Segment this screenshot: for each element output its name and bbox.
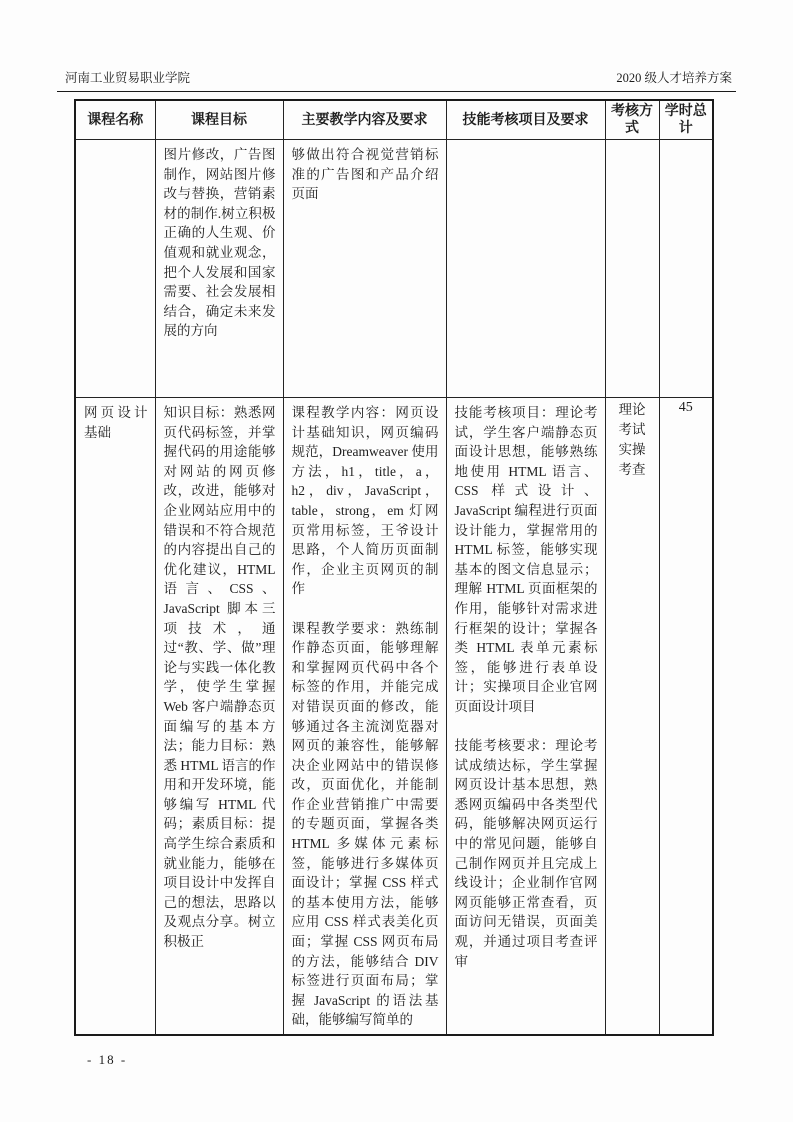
cell-skill-assessment-empty [446, 140, 605, 398]
cell-course-name: 网页设计基础 [75, 398, 155, 1036]
assessment-method-line: 理论 [618, 402, 646, 417]
column-header-course-name: 课程名称 [75, 100, 155, 140]
column-header-total-hours: 学时总计 [659, 100, 713, 140]
teaching-content-paragraph: 够做出符合视觉营销标准的广告图和产品介绍页面 [291, 147, 439, 202]
teaching-requirements-paragraph: 课程教学要求：熟练制作静态页面，能够理解和掌握网页代码中各个标签的作用，并能完成对错误页面的修改，能够通过各主流浏览器对网页的兼容性，能够解决企业网站中的错误修改，页面优化，并能制作企业营销推广中需要的专题页面，掌握各类 HTML 多媒体元素标签，能够进行多媒体页面设计；掌握 CSS 样式的基本使用方法，能够应用 CSS 样式表美化页面；掌握 CSS 网页布局的方法，能够结合 DIV 标签进行页面布局；掌握 JavaScript 的语法基础，能够编写简单的 [291, 620, 439, 1028]
table-header-row [75, 100, 713, 140]
assessment-method-line: 考试 [618, 422, 646, 437]
cell-course-objectives: 知识目标：熟悉网页代码标签，并掌握代码的用途能够对网站的网页修改，改进，能够对企业网站应用中的错误和不符合规范的内容提出自己的优化建议，HTML 语言、CSS、JavaScript 脚本三项技术，通过“教、学、做”理论与实践一体化教学，使学生掌握 Web 客户端静态页面编写的基本方法；能力目标：熟悉 HTML 语言的作用和开发环境，能够编写 HTML 代码；素质目标：提高学生综合素质和就业能力，能够在项目设计中发挥自己的想法，思路以及观点分享。树立积极正 [155, 398, 283, 1036]
cell-teaching-content [283, 140, 446, 398]
page-number: - 18 - [87, 1052, 128, 1067]
column-header-course-objectives: 课程目标 [155, 100, 283, 140]
cell-assessment-method-empty [605, 140, 659, 398]
assessment-method-line: 实操 [618, 442, 646, 457]
page-header [57, 68, 736, 91]
column-header-skill-assessment: 技能考核项目及要求 [446, 100, 605, 140]
cell-course-name-empty [75, 140, 155, 398]
program-title: 2020 级人才培养方案 [616, 71, 732, 85]
column-header-assessment-method: 考核方式 [605, 100, 659, 140]
column-header-teaching-content: 主要教学内容及要求 [283, 100, 446, 140]
cell-total-hours: 45 [659, 398, 713, 1036]
teaching-content-paragraph: 课程教学内容：网页设计基础知识，网页编码规范，Dreamweaver 使用方法，h1，title，a，h2，div，JavaScript，table，strong，em 灯网页常用标签，王爷设计思路，个人简历页面制作，企业主页网页的制作 [291, 405, 439, 597]
cell-assessment-method [605, 398, 659, 1036]
skill-assessment-requirements-paragraph: 技能考核要求：理论考试成绩达标，学生掌握网页设计基本思想，熟悉网页编码中各类型代码，能够解决网页运行中的常见问题，能够自己制作网页并且完成上线设计；企业制作官网网页能够正常查看，页面访问无错误，页面美观，并通过项目考查评审 [454, 738, 598, 969]
table-row-continued [75, 140, 713, 398]
header-rule [57, 91, 736, 92]
cell-teaching-content [283, 398, 446, 1036]
cell-skill-assessment [446, 398, 605, 1036]
cell-total-hours-empty [659, 140, 713, 398]
assessment-method-line: 考查 [618, 462, 646, 477]
skill-assessment-items-paragraph: 技能考核项目：理论考试，学生客户端静态页面设计思想，能够熟练地使用 HTML 语言、CSS 样式设计、JavaScript 编程进行页面设计能力，掌握常用的 HTML 标签，能够实现基本的图文信息显示；理解 HTML 页面框架的作用，能够针对需求进行框架的设计；掌握各类 HTML 表单元素标签，能够进行表单设计；实操项目企业官网页面设计项目 [454, 405, 598, 714]
school-name: 河南工业贸易职业学院 [65, 71, 191, 85]
course-table [74, 99, 714, 1036]
table-row-webpage-design [75, 398, 713, 1036]
cell-course-objectives: 图片修改，广告图制作，网站图片修改与替换，营销素材的制作.树立积极正确的人生观、价值观和就业观念，把个人发展和国家需要、社会发展相结合，确定未来发展的方向 [155, 140, 283, 398]
